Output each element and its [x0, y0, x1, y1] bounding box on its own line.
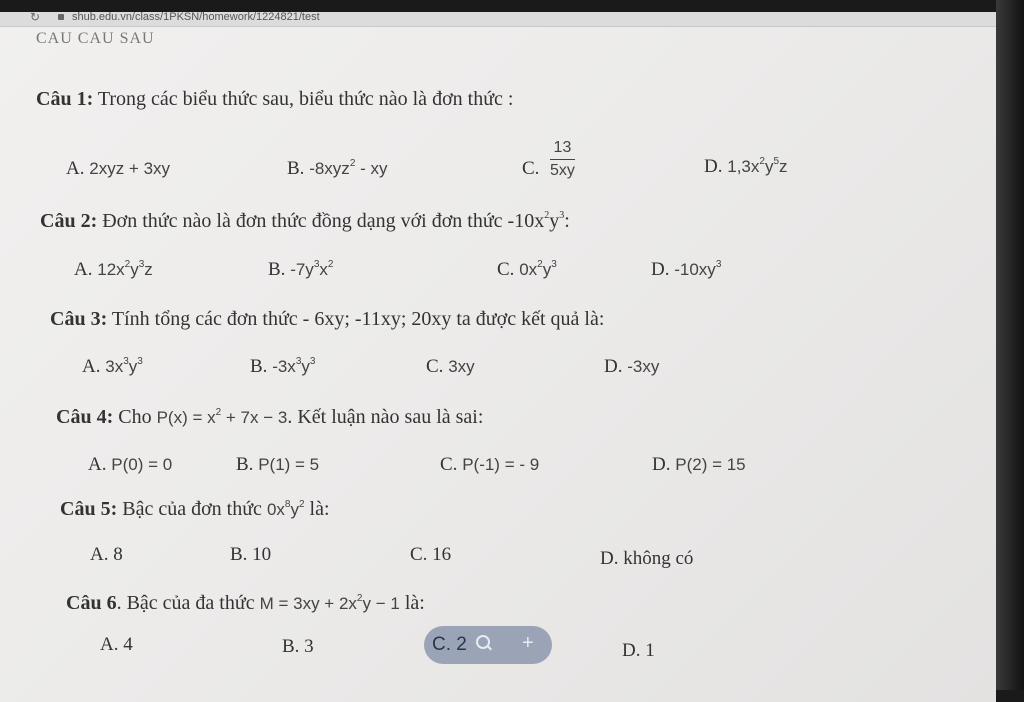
option-letter: D.	[652, 454, 671, 475]
math-part: 12x	[97, 260, 125, 279]
exponent: 3	[123, 356, 129, 368]
math-part: -8xyz	[309, 159, 350, 178]
question-6	[66, 592, 425, 615]
option-math	[290, 260, 333, 279]
denominator: 5xy	[550, 162, 575, 179]
option-3d	[604, 356, 659, 378]
option-letter: A.	[66, 158, 85, 179]
option-math	[519, 260, 557, 279]
url-text[interactable]: shub.edu.vn/class/1PKSN/homework/1224821/test	[72, 11, 320, 23]
numerator: 13	[550, 139, 575, 160]
option-6a: A. 4	[100, 634, 133, 655]
option-letter: C.	[522, 158, 540, 179]
option-3c	[426, 356, 475, 378]
option-math: 2xyz + 3xy	[89, 159, 171, 178]
math-part: y	[301, 357, 310, 376]
option-4d	[652, 454, 746, 476]
question-label: Câu 6	[66, 592, 117, 614]
math-part: -10x	[507, 210, 545, 232]
question-math	[267, 500, 305, 519]
math-part: x	[319, 260, 328, 279]
question-4	[56, 406, 483, 429]
exponent: 3	[715, 259, 722, 271]
option-4b	[236, 454, 319, 476]
selection-toolbar[interactable]	[424, 626, 552, 664]
lock-icon	[58, 14, 64, 20]
math-part: z	[144, 260, 153, 279]
option-2a	[74, 259, 153, 281]
question-label: Câu 3:	[50, 308, 108, 330]
screen-edge	[996, 0, 1024, 690]
question-3	[50, 308, 604, 331]
option-math	[105, 357, 143, 376]
option-5d: D. không có	[600, 548, 694, 569]
question-label: Câu 2:	[40, 210, 98, 232]
option-1c-letter	[522, 158, 539, 180]
math-part: 1,3x	[727, 157, 760, 176]
option-letter: A.	[74, 259, 93, 280]
exponent: 2	[124, 259, 131, 271]
question-5	[60, 498, 330, 521]
plus-icon[interactable]: +	[522, 632, 534, 654]
option-1a	[66, 158, 170, 180]
math-part: y	[128, 357, 138, 376]
math-part: M = 3xy + 2x	[259, 594, 357, 613]
question-text: Cho	[113, 406, 157, 428]
math-part: 0x	[519, 260, 538, 279]
option-5a: A. 8	[90, 544, 123, 565]
math-part: z	[779, 157, 788, 176]
question-math	[157, 408, 288, 427]
option-letter: D.	[604, 356, 623, 377]
exponent: 3	[138, 259, 145, 271]
option-math: P(-1) = - 9	[462, 455, 540, 474]
question-math	[508, 210, 570, 232]
math-part: -3x	[272, 357, 296, 376]
option-2c	[497, 259, 557, 281]
math-part: y	[290, 500, 299, 519]
option-6c: C. 2	[432, 634, 467, 655]
option-letter: B.	[236, 454, 254, 475]
option-math	[674, 260, 721, 279]
document-page	[0, 12, 996, 702]
exponent: 2	[349, 158, 356, 170]
math-part: y	[549, 210, 560, 232]
option-6d: D. 1	[622, 640, 655, 661]
exponent: 2	[544, 210, 550, 222]
exponent: 3	[137, 356, 143, 368]
exponent: 2	[215, 407, 222, 419]
option-letter: D.	[704, 156, 723, 177]
math-part: - xy	[355, 159, 388, 178]
option-1d	[704, 156, 788, 178]
exponent: 3	[295, 356, 302, 368]
option-letter: A.	[82, 356, 101, 377]
question-text: Đơn thức nào là đơn thức đồng dạng với đơn thức	[97, 210, 508, 232]
exponent: 3	[551, 259, 557, 271]
question-text: Trong các biểu thức sau, biểu thức nào là đơn thức :	[93, 88, 514, 110]
option-math	[97, 260, 153, 279]
option-letter: C.	[497, 259, 515, 280]
search-icon[interactable]	[476, 635, 490, 649]
option-math: P(2) = 15	[675, 455, 746, 474]
math-part: 3x	[105, 357, 124, 376]
exponent: 3	[313, 259, 320, 271]
option-math: 3xy	[448, 357, 475, 376]
option-4c	[440, 454, 539, 476]
question-math	[260, 594, 400, 613]
option-5b: B. 10	[230, 544, 272, 565]
address-bar[interactable]	[0, 12, 996, 27]
option-math: -3xy	[627, 357, 660, 376]
math-part: y	[130, 260, 139, 279]
question-2	[40, 210, 570, 233]
exponent: 8	[284, 499, 291, 511]
exponent: 2	[298, 499, 305, 511]
question-label: Câu 1:	[36, 88, 94, 110]
math-part: y	[542, 260, 552, 279]
math-part: -7y	[290, 260, 314, 279]
exponent: 2	[327, 259, 334, 271]
math-part: y	[764, 157, 774, 176]
exponent: 3	[559, 210, 565, 222]
math-part: + 7x − 3	[221, 408, 288, 427]
option-5c: C. 16	[410, 544, 452, 565]
question-text: là:	[399, 592, 425, 614]
reload-icon[interactable]: ↻	[30, 10, 41, 24]
exponent: 5	[773, 156, 779, 168]
option-1b	[287, 158, 387, 180]
question-text: Bậc của đơn thức	[117, 498, 267, 520]
option-math	[309, 159, 387, 178]
question-text: là:	[304, 498, 330, 520]
option-letter: D.	[651, 259, 670, 280]
option-letter: B.	[268, 259, 286, 280]
math-part: :	[564, 210, 570, 232]
option-math	[272, 357, 315, 376]
option-math	[727, 157, 787, 176]
option-math: P(0) = 0	[111, 455, 173, 474]
math-part: 0x	[266, 500, 285, 519]
exponent: 2	[537, 259, 543, 271]
question-label: Câu 4:	[56, 406, 114, 428]
option-1c-fraction	[550, 139, 575, 180]
option-3b	[250, 356, 315, 378]
math-part: y − 1	[362, 594, 400, 613]
option-6b: B. 3	[282, 636, 314, 657]
question-label: Câu 5:	[60, 498, 118, 520]
question-text: Tính tổng các đơn thức - 6xy; -11xy; 20xy ta được kết quả là:	[107, 308, 605, 330]
option-letter: C.	[440, 454, 458, 475]
question-text: . Kết luận nào sau là sai:	[287, 406, 484, 428]
option-2d	[651, 259, 721, 281]
clipped-heading: CAU CAU SAU	[36, 30, 155, 47]
question-1	[36, 88, 513, 111]
option-math: P(1) = 5	[258, 455, 320, 474]
option-letter: B.	[287, 158, 305, 179]
option-4a	[88, 454, 172, 476]
exponent: 2	[759, 156, 765, 168]
exponent: 3	[309, 356, 316, 368]
option-2b	[268, 259, 333, 281]
option-letter: A.	[88, 454, 107, 475]
exponent: 2	[356, 593, 363, 605]
option-letter: B.	[250, 356, 268, 377]
option-3a	[82, 356, 143, 378]
question-text: . Bậc của đa thức	[116, 592, 260, 614]
math-part: -10xy	[674, 260, 716, 279]
option-letter: C.	[426, 356, 444, 377]
math-part: P(x) = x	[156, 408, 216, 427]
